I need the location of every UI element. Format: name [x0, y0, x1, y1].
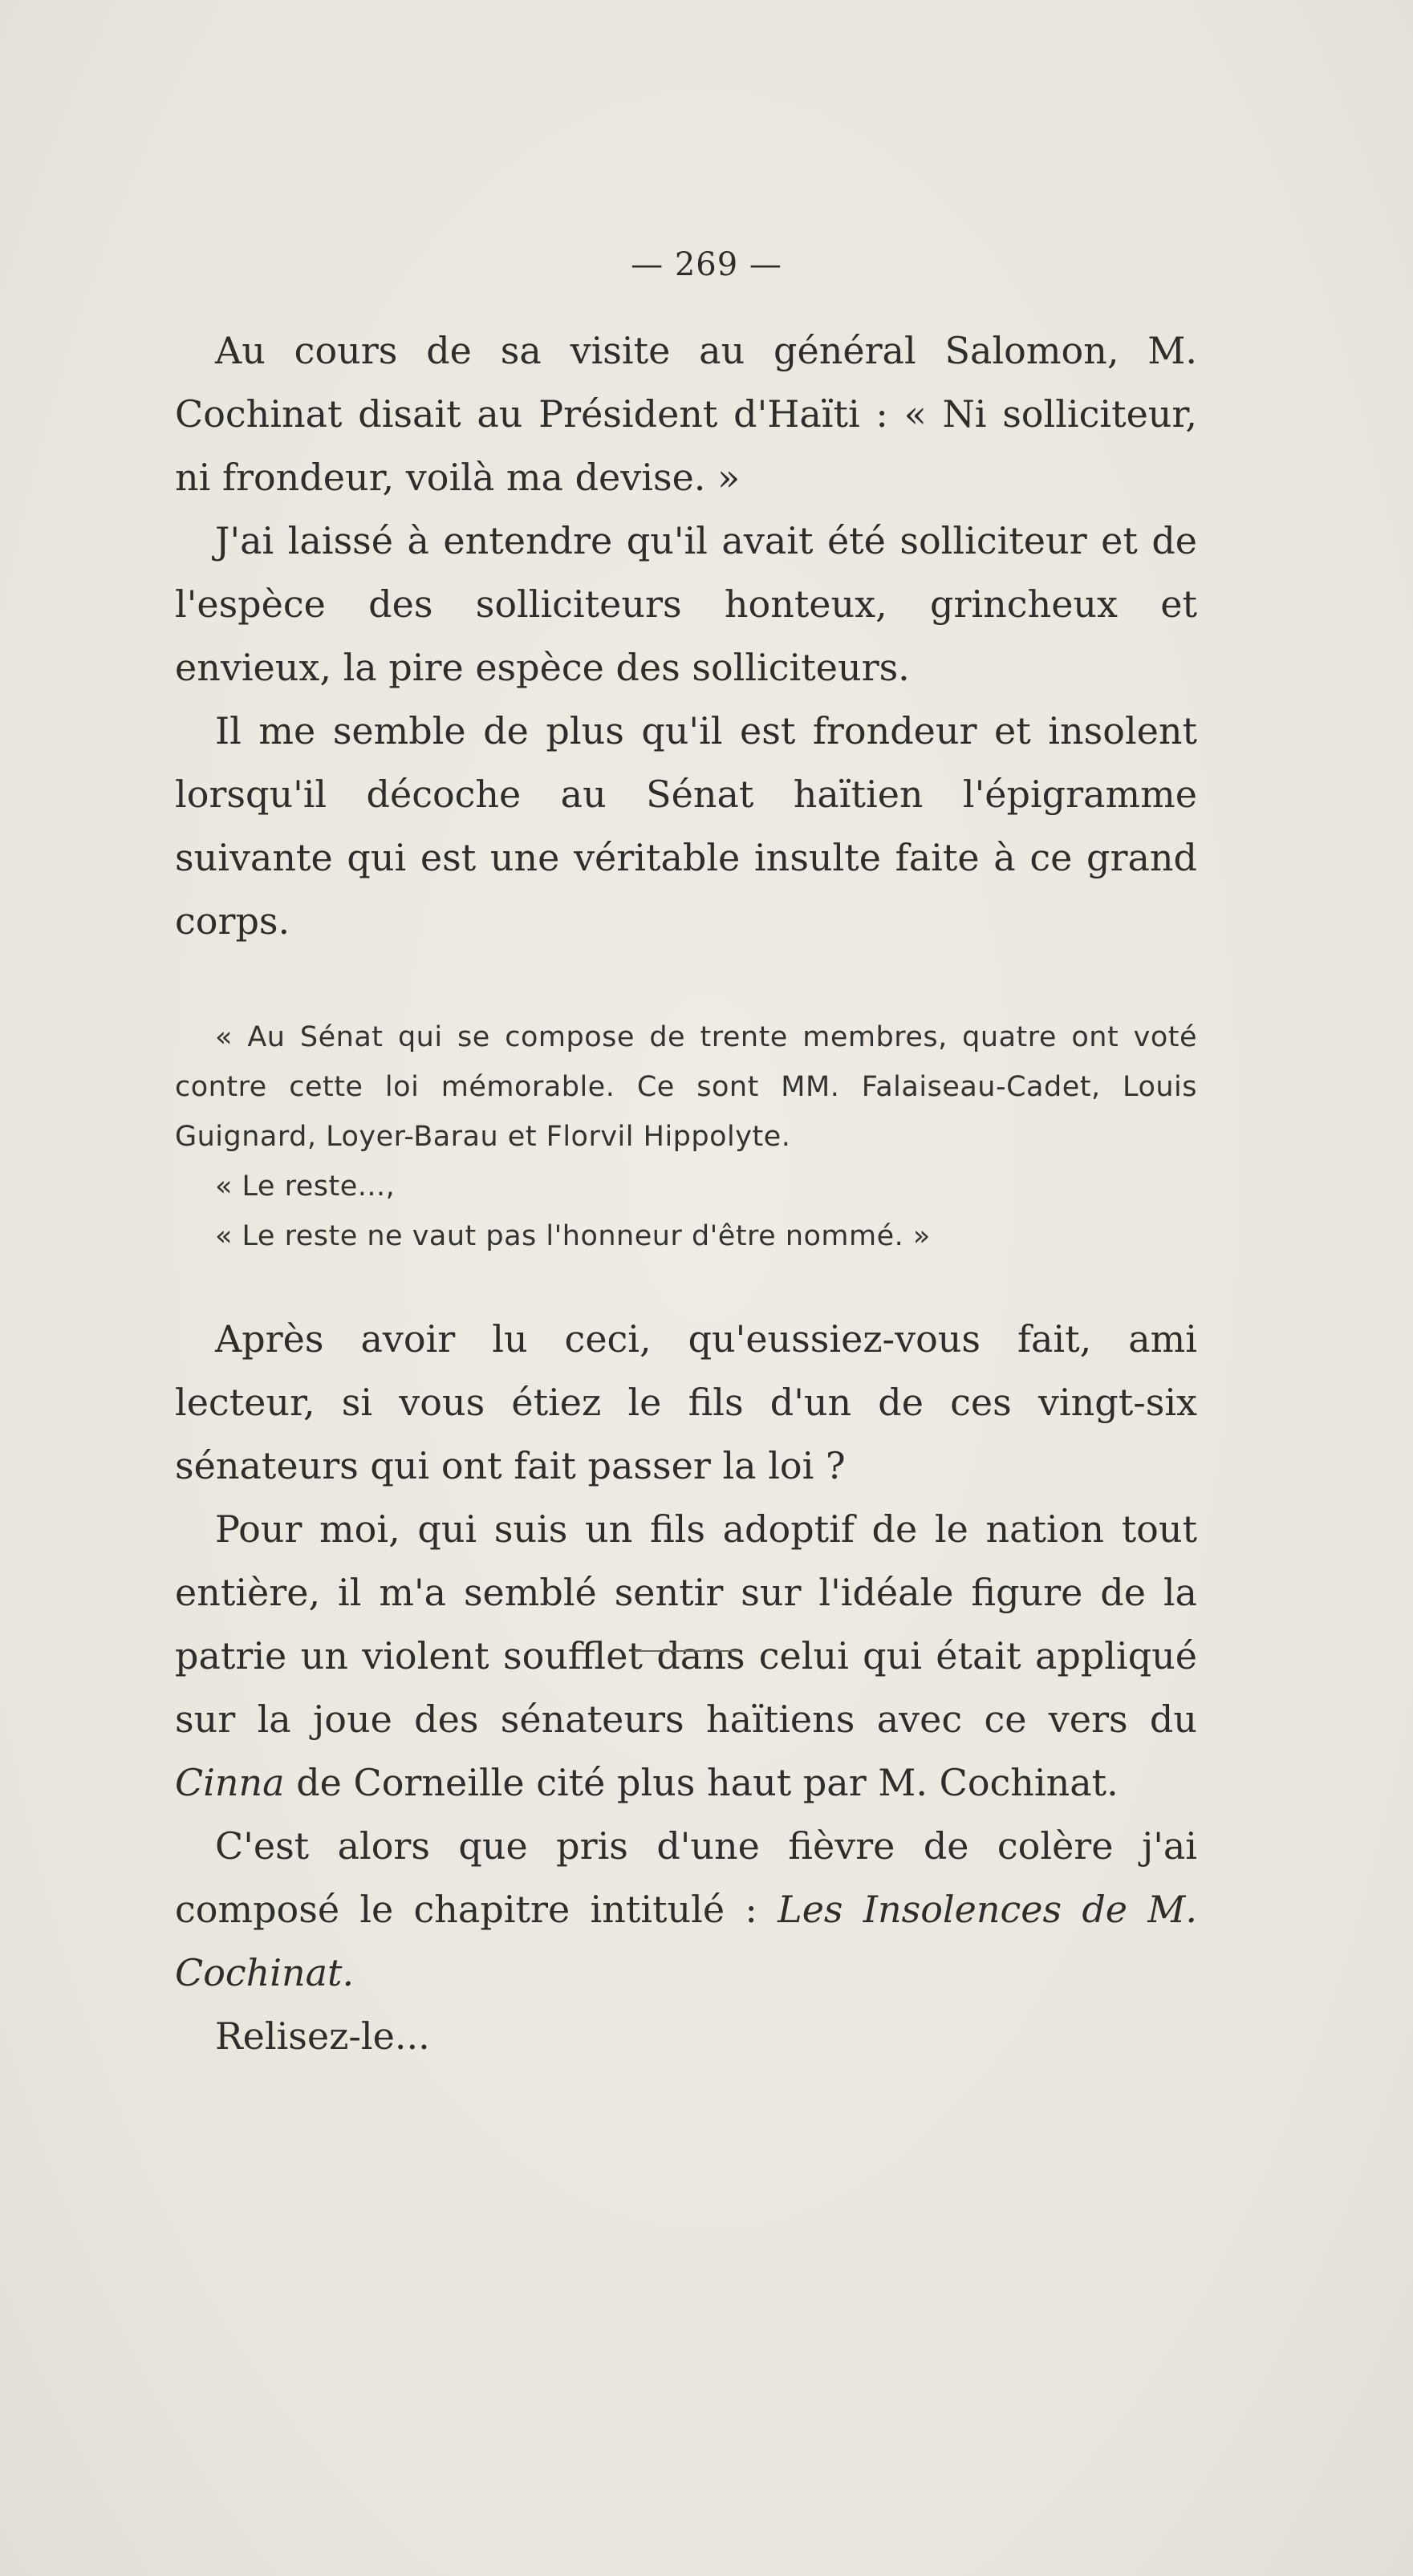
- quotation-line-nomme: « Le reste ne vaut pas l'honneur d'être nommé. »: [215, 1220, 931, 1252]
- paragraph-chapitre: [175, 1815, 1197, 2005]
- paragraph-ami-lecteur: Après avoir lu ceci, qu'eussiez-vous fait, ami lecteur, si vous étiez le fils d'un de ces vingt-six sénateurs qui ont fait passer la loi ?: [175, 1317, 1197, 1487]
- quotation-line-reste: « Le reste...,: [215, 1170, 396, 1203]
- quotation-line-senate: « Au Sénat qui se compose de trente membres, quatre ont voté contre cette loi mémorable. Ce sont MM. Falaiseau-Cadet, Louis Guignard, Loyer-Barau et Florvil Hippolyte.: [175, 1021, 1197, 1153]
- paragraph-salomon-visit: Au cours de sa visite au général Salomon, M. Cochinat disait au Président d'Haïti : « Ni solliciteur, ni frondeur, voilà ma devise. »: [175, 329, 1197, 499]
- opening-paragraphs: [175, 319, 1197, 953]
- senate-quotation: [175, 1012, 1197, 1261]
- work-title-cinna: Cinna: [175, 1761, 285, 1804]
- paragraph-fils-adoptif-text: Pour moi, qui suis un fils adoptif de le nation tout entière, il m'a semblé sentir sur l'idéale figure de la patrie un violent soufflet dans celui qui était appliqué sur la joue des sénateurs haïtiens avec ce vers du: [175, 1507, 1197, 1741]
- paragraph-frondeur: Il me semble de plus qu'il est frondeur et insolent lorsqu'il décoche au Sénat haïtien l'épigramme suivante qui est une véritable insulte faite à ce grand corps.: [175, 709, 1197, 943]
- page-number: — 269 —: [631, 246, 782, 283]
- paragraph-chapitre-text: C'est alors que pris d'une fièvre de colère j'ai composé le chapitre intitulé :: [175, 1824, 1197, 1931]
- paragraph-relisez: Relisez-le...: [215, 2014, 430, 2058]
- paragraph-fils-adoptif-end: de Corneille cité plus haut par M. Cochinat.: [284, 1761, 1119, 1804]
- paragraph-fils-adoptif: [175, 1498, 1197, 1815]
- closing-paragraphs: [175, 1308, 1197, 2068]
- paragraph-solliciteur: J'ai laissé à entendre qu'il avait été solliciteur et de l'espèce des solliciteurs honteux, grincheux et envieux, la pire espèce des solliciteurs.: [175, 519, 1197, 689]
- chapter-title: Les Insolences de M. Cochinat.: [175, 1888, 1197, 1994]
- closing-rule: [634, 1650, 738, 1652]
